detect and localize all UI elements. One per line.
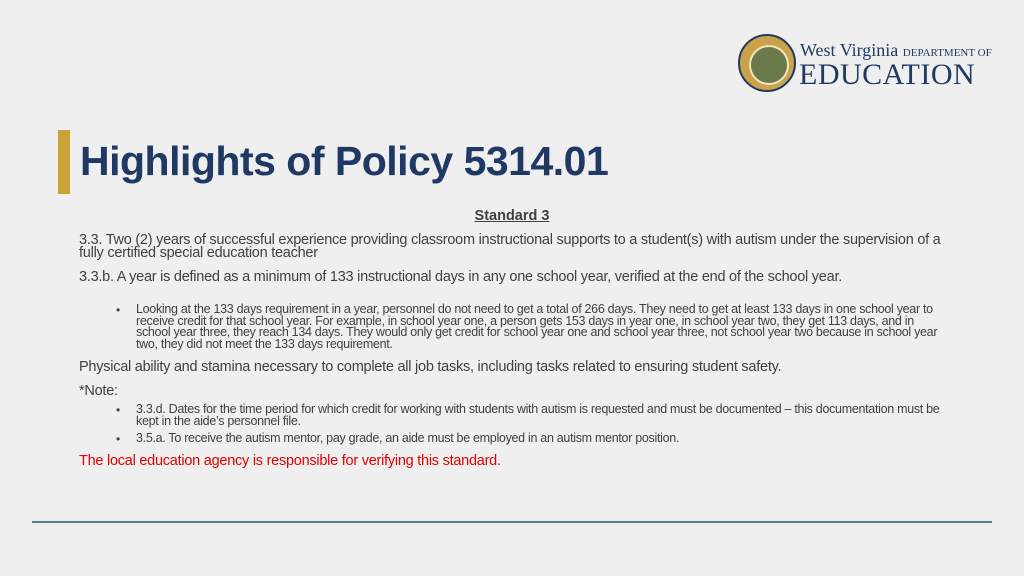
paragraph-3-3: 3.3. Two (2) years of successful experience providing classroom instructional supports to a student(s) with autism under the supervision of a fully certified special education teacher xyxy=(79,232,941,261)
wvde-logo xyxy=(738,34,992,94)
logo-line1: West Virginia DEPARTMENT OF xyxy=(800,40,992,60)
lea-responsibility-note: The local education agency is responsible for verifying this standard. xyxy=(79,453,501,469)
state-seal-icon xyxy=(738,34,796,92)
bullet-3-3d: 3.3.d. Dates for the time period for which credit for working with students with autism is requested and must be documented – this documentation must be kept in the aide’s personnel file. xyxy=(136,402,940,428)
footer-divider xyxy=(32,521,992,523)
paragraph-3-3b: 3.3.b. A year is defined as a minimum of 133 instructional days in any one school year, verified at the end of the school year. xyxy=(79,269,842,285)
note-label: *Note: xyxy=(79,383,118,399)
bullet-days-example: Looking at the 133 days requirement in a year, personnel do not need to get a total of 266 days. They need to get at least 133 days in one school year to receive credit for that school year. For example, in school year one, a person gets 153 days in year one, in school year two, they get 113 days, and in school year three, they reach 134 days. They would only get credit for school year one and school year three, not school year two because in school year two, they did not meet the 133 days requirement. xyxy=(136,302,938,351)
bullet-icon: • xyxy=(116,432,121,446)
paragraph-physical-ability: Physical ability and stamina necessary to complete all job tasks, including tasks related to ensuring student safety. xyxy=(79,359,782,375)
section-heading: Standard 3 xyxy=(474,208,550,224)
logo-line2: EDUCATION xyxy=(799,58,976,91)
bullet-3-5a: 3.5.a. To receive the autism mentor, pay grade, an aide must be employed in an autism mentor position. xyxy=(136,431,680,445)
page-title: Highlights of Policy 5314.01 xyxy=(80,138,609,184)
bullet-icon: • xyxy=(116,403,121,417)
title-accent-bar xyxy=(58,130,70,194)
bullet-icon: • xyxy=(116,303,121,317)
